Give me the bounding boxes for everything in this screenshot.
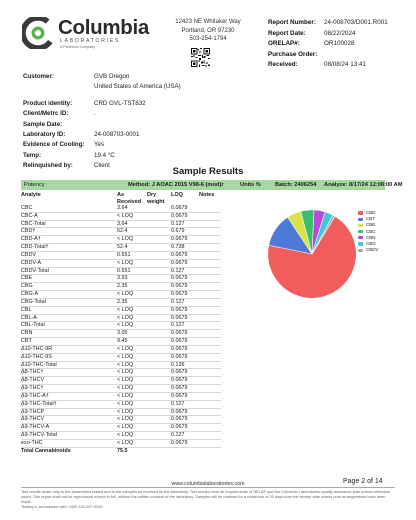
footer-divider bbox=[21, 487, 395, 488]
loq-cell: 0.0679 bbox=[171, 408, 188, 415]
table-row bbox=[21, 330, 221, 338]
legend-label: CBC bbox=[366, 228, 376, 234]
customer-name: GVB Oregon bbox=[94, 73, 130, 80]
legend-swatch bbox=[358, 249, 363, 252]
loq-cell: 0.127 bbox=[171, 400, 185, 407]
table-row bbox=[21, 322, 221, 330]
analyte-cell: CBDV-Total bbox=[21, 267, 49, 274]
loq-cell: 0.0679 bbox=[171, 291, 188, 298]
analyte-cell: CBG-Total bbox=[21, 298, 46, 305]
company-logo bbox=[22, 17, 172, 51]
legend-label: CBT bbox=[366, 216, 375, 222]
result-cell: < LOQ bbox=[117, 314, 134, 321]
table-row bbox=[21, 252, 221, 260]
potency-header-bar bbox=[21, 180, 403, 190]
result-cell: 0.651 bbox=[117, 251, 131, 258]
table-row bbox=[21, 393, 221, 401]
col-dry-2: weight bbox=[147, 198, 165, 205]
analyte-cell: CBD-Total† bbox=[21, 244, 49, 251]
analyte-cell: CBE bbox=[21, 275, 33, 282]
field-label: Client/Metrc ID: bbox=[23, 110, 69, 118]
table-row bbox=[21, 401, 221, 409]
legend-label: CBE bbox=[366, 222, 376, 228]
accreditation-text: Testing in accordance with: OAR 333-007-0300 bbox=[21, 504, 103, 509]
result-cell: < LOQ bbox=[117, 369, 134, 376]
analyte-cell: CBDV-A bbox=[21, 259, 42, 266]
col-as-received-2: Received bbox=[117, 198, 142, 205]
result-cell: < LOQ bbox=[117, 400, 134, 407]
results-table bbox=[21, 205, 221, 456]
result-cell: < LOQ bbox=[117, 345, 134, 352]
table-row bbox=[21, 244, 221, 252]
result-cell: 2.35 bbox=[117, 298, 128, 305]
field-label: Temp: bbox=[23, 151, 42, 159]
received-value: 08/08/24 13:41 bbox=[324, 61, 367, 68]
analyte-cell: CBD† bbox=[21, 228, 36, 235]
customer-label: Customer: bbox=[23, 73, 54, 80]
table-row bbox=[21, 440, 221, 448]
result-cell: < LOQ bbox=[117, 377, 134, 384]
result-cell: 2.35 bbox=[117, 283, 128, 290]
potency-batch: Batch: 2406254 bbox=[275, 181, 317, 188]
analyte-cell: CBC bbox=[21, 205, 33, 211]
analyte-cell: Total Cannabinoids bbox=[21, 447, 71, 454]
result-cell: < LOQ bbox=[117, 361, 134, 368]
table-row bbox=[21, 268, 221, 276]
analyte-cell: Δ9-THCV bbox=[21, 416, 45, 423]
col-analyte: Analyte bbox=[21, 192, 41, 198]
analyte-cell: CBD-A† bbox=[21, 236, 41, 243]
laboratory-id-row bbox=[23, 131, 181, 141]
analyte-cell: Δ10-THC-9S bbox=[21, 353, 52, 360]
analyte-cell: CBG-A bbox=[21, 291, 39, 298]
loq-cell: 0.127 bbox=[171, 220, 185, 227]
report-date-label: Report Date: bbox=[268, 29, 306, 37]
result-cell: < LOQ bbox=[117, 291, 134, 298]
analyte-cell: CBL bbox=[21, 306, 32, 313]
lab-address-line2: Portland, OR 97230 bbox=[181, 27, 235, 34]
purchase-order-label: Purchase Order: bbox=[268, 50, 318, 58]
legend-label: CBN bbox=[366, 234, 376, 240]
result-cell: < LOQ bbox=[117, 416, 134, 423]
table-row bbox=[21, 354, 221, 362]
field-label: Evidence of Cooling: bbox=[23, 141, 85, 149]
result-cell: < LOQ bbox=[117, 432, 134, 439]
analyte-cell: CBN bbox=[21, 330, 33, 337]
loq-cell: 0.0679 bbox=[171, 283, 188, 290]
result-cell: 52.4 bbox=[117, 244, 128, 251]
result-cell: 0.651 bbox=[117, 267, 131, 274]
result-cell: < LOQ bbox=[117, 439, 134, 446]
received-label: Received: bbox=[268, 61, 298, 68]
loq-cell: 0.0679 bbox=[171, 377, 188, 384]
potency-units: Units % bbox=[240, 181, 261, 188]
analyte-cell: Δ10-THC-Total bbox=[21, 361, 57, 368]
purchase-order-row bbox=[268, 50, 388, 61]
result-cell: < LOQ bbox=[117, 353, 134, 360]
field-label: Relinquished by: bbox=[23, 162, 73, 170]
analyte-cell: Δ8-THCV bbox=[21, 377, 45, 384]
result-cell: < LOQ bbox=[117, 236, 134, 243]
result-cell: < LOQ bbox=[117, 408, 134, 415]
customer-address: United States of America (USA) bbox=[94, 83, 181, 91]
analyte-cell: Δ9-THCV-A bbox=[21, 424, 50, 431]
table-row bbox=[21, 236, 221, 244]
loq-cell: 0.679 bbox=[171, 228, 185, 235]
legend-label: CBG bbox=[366, 240, 376, 246]
loq-cell: 0.0679 bbox=[171, 416, 188, 423]
loq-cell: 0.127 bbox=[171, 298, 185, 305]
table-row bbox=[21, 346, 221, 354]
brand-tagline: A Pantheon Company bbox=[60, 45, 95, 49]
table-row bbox=[21, 448, 221, 456]
columbia-logo-mark-icon bbox=[22, 17, 54, 49]
analyte-cell: CBDV bbox=[21, 251, 36, 258]
col-notes: Notes bbox=[199, 192, 215, 198]
field-label: Laboratory ID: bbox=[23, 130, 66, 138]
table-row bbox=[21, 377, 221, 385]
potency-pie-chart bbox=[266, 208, 358, 300]
result-cell: 3.05 bbox=[117, 330, 128, 337]
col-as-received: As bbox=[117, 192, 125, 198]
section-title: Sample Results bbox=[172, 166, 244, 177]
field-value: . bbox=[94, 110, 96, 118]
potency-analyze: Analyze: 8/17/24 12:08:00 AM bbox=[324, 181, 403, 188]
loq-cell: 0.0679 bbox=[171, 236, 188, 243]
orelap-value: OR100028 bbox=[324, 40, 355, 47]
customer-address-row bbox=[23, 83, 181, 93]
analyte-cell: Δ9-THC-A† bbox=[21, 392, 49, 399]
table-row bbox=[21, 228, 221, 236]
table-column-headers bbox=[21, 192, 221, 206]
field-value: Client bbox=[94, 162, 110, 170]
result-cell: < LOQ bbox=[117, 322, 134, 329]
analyte-cell: CBT bbox=[21, 338, 32, 345]
field-value: Yes bbox=[94, 141, 105, 149]
loq-cell: 0.0679 bbox=[171, 424, 188, 431]
loq-cell: 0.0679 bbox=[171, 212, 188, 219]
field-value: 19.4 °C bbox=[94, 151, 115, 159]
potency-method: Method: J AOAC 2015 V98-6 (mod)r bbox=[128, 181, 224, 188]
loq-cell: 0.0679 bbox=[171, 369, 188, 376]
result-cell: 3.64 bbox=[117, 205, 128, 211]
loq-cell: 0.127 bbox=[171, 432, 185, 439]
report-number-label: Report Number: bbox=[268, 19, 316, 26]
loq-cell: 0.127 bbox=[171, 267, 185, 274]
analyte-cell: CBC-A bbox=[21, 212, 38, 219]
field-value: CRD GVL-TST832 bbox=[94, 99, 146, 107]
analyte-cell: CBL-A bbox=[21, 314, 37, 321]
loq-cell: 0.0679 bbox=[171, 205, 188, 211]
table-row bbox=[21, 275, 221, 283]
potency-label: Potency bbox=[24, 181, 45, 188]
legend-label: CBDV bbox=[366, 247, 379, 253]
result-cell: 9.45 bbox=[117, 338, 128, 345]
table-row bbox=[21, 338, 221, 346]
analyte-cell: exo-THC bbox=[21, 439, 43, 446]
analyte-cell: Δ9-THC-Total† bbox=[21, 400, 57, 407]
result-cell: < LOQ bbox=[117, 385, 134, 392]
result-cell: 75.5 bbox=[117, 447, 128, 454]
table-row bbox=[21, 299, 221, 307]
loq-cell: 0.0679 bbox=[171, 330, 188, 337]
table-row bbox=[21, 315, 221, 323]
disclaimer-text: Test results relate only to the parameters tested and to the samples as received by the laboratory. Test results meet all requirements of NELAP and the Columbia Laboratories quality assurance plan unless otherwise noted. This report shall not be reproduced except in full, without the written consent of the laboratory. Samples will be retained for a maximum of 30 days from the receipt date unless prior arrangements have been made. bbox=[21, 489, 391, 504]
result-cell: < LOQ bbox=[117, 392, 134, 399]
footer-url: www.columbialaboratories.com bbox=[171, 481, 245, 487]
table-row bbox=[21, 307, 221, 315]
result-cell: < LOQ bbox=[117, 212, 134, 219]
loq-cell: 0.0679 bbox=[171, 385, 188, 392]
loq-cell: 0.0679 bbox=[171, 338, 188, 345]
temp-row bbox=[23, 152, 181, 162]
loq-cell: 0.0679 bbox=[171, 392, 188, 399]
legend-swatch bbox=[358, 224, 363, 227]
col-dry: Dry bbox=[147, 192, 157, 198]
table-row bbox=[21, 385, 221, 393]
legend-label: CBD bbox=[366, 210, 376, 215]
field-value: 24-008703-0001 bbox=[94, 130, 140, 138]
report-number-value: 24-008703/D001.R001 bbox=[324, 19, 388, 26]
footer-disclaimer bbox=[21, 489, 395, 509]
pie-legend bbox=[358, 210, 379, 253]
loq-cell: 0.0679 bbox=[171, 275, 188, 282]
legend-swatch bbox=[358, 218, 363, 221]
loq-cell: 0.738 bbox=[171, 244, 185, 251]
col-loq: LOQ bbox=[171, 192, 183, 198]
loq-cell: 0.0679 bbox=[171, 439, 188, 446]
legend-swatch bbox=[358, 236, 363, 239]
analyte-cell: CBG bbox=[21, 283, 33, 290]
report-date-value: 08/22/2024 bbox=[324, 29, 356, 37]
analyte-cell: Δ9-THCP bbox=[21, 408, 45, 415]
client-metrc-row bbox=[23, 110, 181, 120]
legend-swatch bbox=[358, 230, 363, 233]
result-cell: < LOQ bbox=[117, 424, 134, 431]
table-row bbox=[21, 221, 221, 229]
table-row bbox=[21, 416, 221, 424]
analyte-cell: Δ8-THC† bbox=[21, 369, 44, 376]
loq-cell: 0.127 bbox=[171, 322, 185, 329]
table-row bbox=[21, 432, 221, 440]
table-row bbox=[21, 283, 221, 291]
table-row bbox=[21, 213, 221, 221]
evidence-cooling-row bbox=[23, 141, 181, 151]
table-row bbox=[21, 409, 221, 417]
lab-phone: 503-254-1794 bbox=[189, 36, 227, 43]
loq-cell: 0.0679 bbox=[171, 259, 188, 266]
field-label: Product identity: bbox=[23, 99, 73, 107]
legend-swatch bbox=[358, 242, 363, 245]
analyte-cell: Δ10-THC-9R bbox=[21, 345, 53, 352]
loq-cell: 0.0679 bbox=[171, 353, 188, 360]
result-cell: 3.93 bbox=[117, 275, 128, 282]
report-number-row bbox=[268, 18, 388, 29]
brand-sub: LABORATORIES bbox=[60, 38, 120, 44]
table-row bbox=[21, 260, 221, 268]
analyte-cell: Δ9-THCV-Total bbox=[21, 432, 57, 439]
report-date-row bbox=[268, 29, 388, 40]
loq-cell: 0.0679 bbox=[171, 314, 188, 321]
product-identity-row bbox=[23, 100, 181, 110]
brand-name: Columbia bbox=[58, 16, 149, 39]
result-cell: < LOQ bbox=[117, 259, 134, 266]
customer-info bbox=[23, 73, 181, 173]
result-cell: < LOQ bbox=[117, 306, 134, 313]
received-row bbox=[268, 60, 388, 71]
result-cell: 52.4 bbox=[117, 228, 128, 235]
loq-cell: 0.136 bbox=[171, 361, 185, 368]
analyte-cell: CBC-Total bbox=[21, 220, 46, 227]
table-row bbox=[21, 424, 221, 432]
orelap-label: ORELAP#: bbox=[268, 40, 300, 47]
loq-cell: 0.0679 bbox=[171, 251, 188, 258]
page-number: Page 2 of 14 bbox=[343, 478, 383, 485]
qr-code-icon bbox=[191, 48, 210, 67]
loq-cell: 0.0679 bbox=[171, 306, 188, 313]
legend-item bbox=[358, 247, 379, 253]
orelap-row bbox=[268, 39, 388, 50]
result-cell: 3.64 bbox=[117, 220, 128, 227]
legend-swatch bbox=[358, 211, 363, 214]
analyte-cell: Δ9-THC† bbox=[21, 385, 44, 392]
table-row bbox=[21, 362, 221, 370]
lab-address bbox=[162, 18, 254, 44]
sample-date-row bbox=[23, 121, 181, 131]
analyte-cell: CBL-Total bbox=[21, 322, 45, 329]
report-info bbox=[268, 18, 388, 71]
field-label: Sample Date: bbox=[23, 120, 63, 128]
loq-cell: 0.0679 bbox=[171, 345, 188, 352]
table-row bbox=[21, 291, 221, 299]
customer-row bbox=[23, 73, 181, 83]
table-row bbox=[21, 369, 221, 377]
table-row bbox=[21, 205, 221, 213]
lab-address-line1: 12423 NE Whitaker Way bbox=[175, 19, 241, 25]
